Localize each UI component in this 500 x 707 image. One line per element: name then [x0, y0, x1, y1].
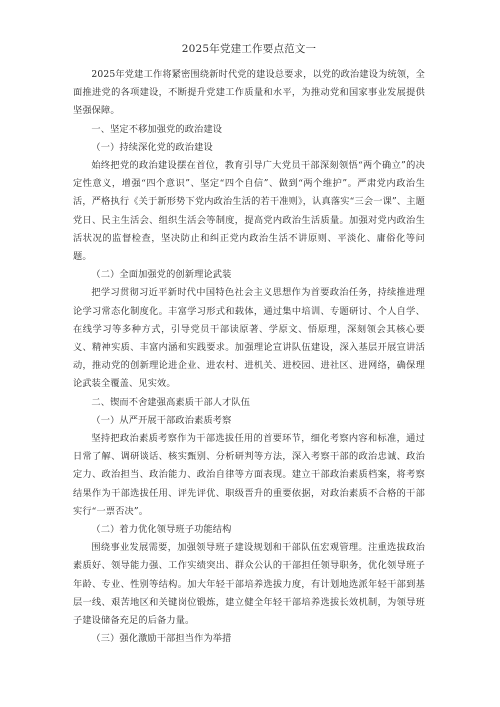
subsection-heading-1-2: （二）全面加强党的创新理论武装 — [91, 269, 232, 281]
subsection-heading-1-1: （一）持续深化党的政治建设 — [91, 141, 213, 153]
paragraph-2-2: 围绕事业发展需要，加强领导班子建设规划和干部队伍宏观管理。注重选拔政治素质好、领导能力强、工作实绩突出、群众公认的干部担任领导职务，优化领导班子年龄、专业、性别等结构。加大年轻干部培养选拔力度，有计划地选派年轻干部到基层一线、艰苦地区和关键岗位锻炼，建立健全年轻干部培养选拔长效机制，为领导班子建设储备充足的后备力量。 — [73, 542, 425, 627]
section-heading-2: 二、锲而不舍建强高素质干部人才队伍 — [91, 396, 251, 408]
document-content — [73, 42, 425, 649]
subsection-heading-2-2: （二）着力优化领导班子功能结构 — [91, 524, 232, 536]
paragraph-2-1: 坚持把政治素质考察作为干部选拔任用的首要环节，细化考察内容和标准，通过日常了解、调研谈话、核实甄别、分析研判等方法，深入考察干部的政治忠诚、政治定力、政治担当、政治能力、政治自律等方面表现。建立干部政治素质档案，将考察结果作为干部选拔任用、评先评优、职级晋升的重要依据，对政治素质不合格的干部实行“一票否决”。 — [73, 433, 425, 517]
paragraph-1-1: 始终把党的政治建设摆在首位，教育引导广大党员干部深刻领悟“两个确立”的决定性意义，增强“四个意识”、坚定“四个自信”、做到“两个维护”。严肃党内政治生活，严格执行《关于新形势下党内政治生活的若干准则》，认真落实“三会一课”、主题党日、民主生活会、组织生活会等制度，提高党内政治生活质量。加强对党内政治生活状况的监督检查，坚决防止和纠正党内政治生活不讲原则、平淡化、庸俗化等问题。 — [73, 160, 425, 263]
intro-paragraph: 2025年党建工作将紧密围绕新时代党的建设总要求，以党的政治建设为统领，全面推进党的各项建设，不断提升党建工作质量和水平，为推动党和国家事业发展提供坚强保障。 — [73, 69, 425, 117]
paragraph-1-2: 把学习贯彻习近平新时代中国特色社会主义思想作为首要政治任务，持续推进理论学习常态化制度化。丰富学习形式和载体，通过集中培训、专题研讨、个人自学、在线学习等多种方式，引导党员干部读原著、学原文、悟原理，深刻领会其核心要义、精神实质、丰富内涵和实践要求。加强理论宣讲队伍建设，深入基层开展宣讲活动，推动党的创新理论进企业、进农村、进机关、进校园、进社区、进网络，确保理论武装全覆盖、见实效。 — [73, 287, 425, 390]
document-title: 2025年党建工作要点范文一 — [181, 43, 317, 55]
subsection-heading-2-1: （一）从严开展干部政治素质考察 — [91, 414, 232, 426]
section-heading-1: 一、坚定不移加强党的政治建设 — [91, 123, 223, 135]
subsection-heading-2-3: （三）强化激励干部担当作为举措 — [91, 633, 232, 645]
